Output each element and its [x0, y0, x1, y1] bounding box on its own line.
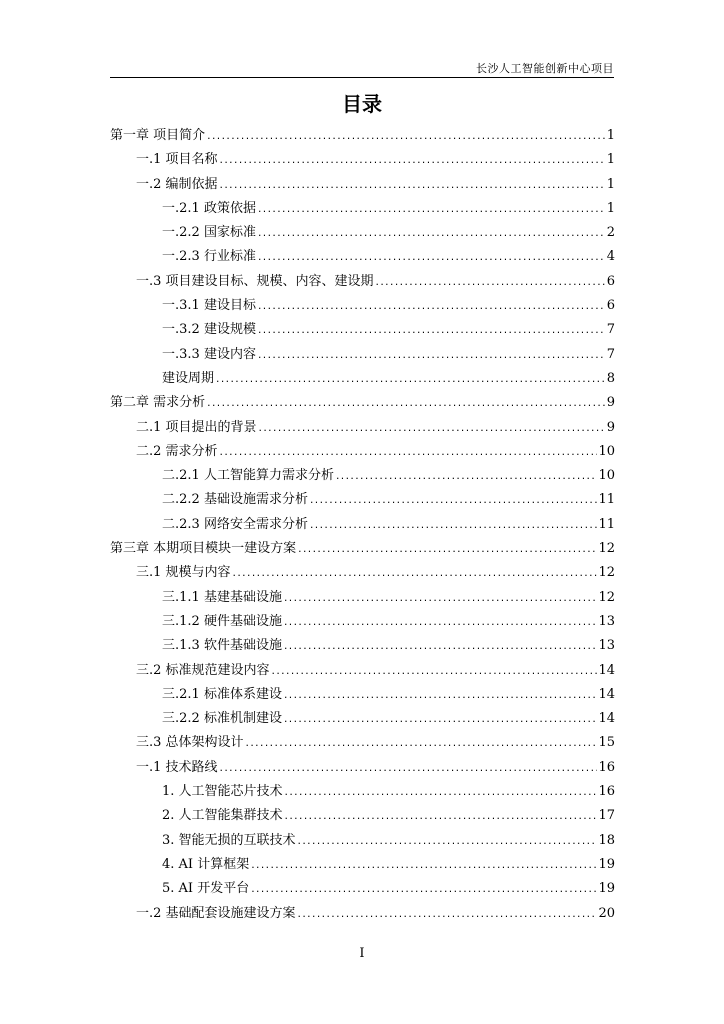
- toc-dot-leader: [206, 125, 606, 149]
- toc-entry[interactable]: [110, 634, 615, 658]
- header-rule: [110, 77, 614, 78]
- toc-dot-leader: [284, 805, 598, 829]
- toc-dot-leader: [375, 271, 606, 295]
- toc-entry-label: 5. AI 开发平台: [162, 881, 250, 897]
- toc-entry[interactable]: [110, 221, 615, 245]
- running-header: 长沙人工智能创新中心项目: [476, 62, 614, 75]
- toc-entry[interactable]: [110, 610, 615, 634]
- toc-entry[interactable]: [110, 464, 615, 488]
- toc-entry-label: 建设周期: [162, 370, 215, 386]
- toc-entry[interactable]: [110, 124, 615, 148]
- toc-entry-page: 1: [606, 176, 615, 192]
- toc-dot-leader: [250, 878, 597, 902]
- toc-entry[interactable]: [110, 756, 615, 780]
- toc-entry[interactable]: [110, 440, 615, 464]
- toc-entry[interactable]: [110, 804, 615, 828]
- toc-entry-page: 16: [598, 759, 615, 775]
- toc-entry-page: 18: [598, 832, 615, 848]
- toc-entry-page: 14: [598, 662, 615, 678]
- toc-dot-leader: [257, 295, 606, 319]
- toc-entry[interactable]: [110, 877, 615, 901]
- toc-entry-page: 1: [606, 152, 615, 168]
- toc-entry-label: 二.2 需求分析: [136, 443, 218, 459]
- toc-dot-leader: [219, 757, 598, 781]
- toc-dot-leader: [250, 854, 597, 878]
- toc-entry-label: 第三章 本期项目模块一建设方案: [110, 541, 297, 557]
- toc-entry[interactable]: [110, 902, 615, 926]
- toc-entry-label: 三.2.2 标准机制建设: [162, 711, 282, 727]
- toc-entry[interactable]: [110, 245, 615, 269]
- toc-dot-leader: [283, 684, 598, 708]
- toc-dot-leader: [309, 514, 598, 538]
- toc-entry-page: 19: [598, 856, 615, 872]
- toc-entry-page: 12: [598, 565, 615, 581]
- toc-entry-page: 12: [598, 541, 615, 557]
- toc-entry-label: 一.3.2 建设规模: [162, 322, 256, 338]
- toc-entry-page: 10: [598, 468, 615, 484]
- toc-dot-leader: [257, 198, 606, 222]
- toc-entry-label: 一.1 项目名称: [136, 152, 218, 168]
- toc-entry[interactable]: [110, 537, 615, 561]
- toc-dot-leader: [309, 489, 598, 513]
- toc-entry[interactable]: [110, 270, 615, 294]
- toc-entry[interactable]: [110, 416, 615, 440]
- toc-entry[interactable]: [110, 829, 615, 853]
- toc-dot-leader: [206, 392, 606, 416]
- toc-entry[interactable]: [110, 173, 615, 197]
- toc-dot-leader: [297, 538, 597, 562]
- toc-entry-page: 8: [606, 370, 615, 386]
- toc-dot-leader: [232, 562, 598, 586]
- toc-entry-label: 第二章 需求分析: [110, 395, 206, 411]
- toc-entry[interactable]: [110, 731, 615, 755]
- toc-entry-page: 4: [606, 249, 615, 265]
- toc-entry-page: 7: [606, 346, 615, 362]
- toc-entry-label: 一.2 编制依据: [136, 176, 218, 192]
- toc-entry-page: 11: [598, 492, 615, 508]
- toc-entry-label: 一.2.3 行业标准: [162, 249, 256, 265]
- toc-entry[interactable]: [110, 683, 615, 707]
- toc-entry-label: 一.2 基础配套设施建设方案: [136, 905, 296, 921]
- toc-dot-leader: [258, 417, 606, 441]
- toc-entry-page: 15: [598, 735, 615, 751]
- toc-entry-page: 13: [598, 613, 615, 629]
- toc-entry-label: 2. 人工智能集群技术: [162, 808, 283, 824]
- toc-entry-label: 二.1 项目提出的背景: [136, 419, 257, 435]
- toc-entry[interactable]: [110, 488, 615, 512]
- toc-entry-label: 二.2.3 网络安全需求分析: [162, 516, 308, 532]
- toc-entry-label: 3. 智能无损的互联技术: [162, 832, 296, 848]
- toc-title: 目录: [342, 92, 382, 116]
- toc-entry[interactable]: [110, 391, 615, 415]
- toc-entry-label: 一.2.2 国家标准: [162, 225, 256, 241]
- toc-entry-page: 6: [606, 298, 615, 314]
- toc-entry-label: 一.1 技术路线: [136, 759, 218, 775]
- toc-entry-page: 14: [598, 711, 615, 727]
- toc-entry[interactable]: [110, 853, 615, 877]
- toc-entry-label: 二.2.1 人工智能算力需求分析: [162, 468, 334, 484]
- toc-dot-leader: [283, 635, 598, 659]
- toc-dot-leader: [257, 319, 606, 343]
- toc-entry-page: 11: [598, 516, 615, 532]
- toc-entry-label: 1. 人工智能芯片技术: [162, 784, 283, 800]
- toc-dot-leader: [283, 611, 598, 635]
- toc-dot-leader: [257, 246, 606, 270]
- toc-entry-label: 一.2.1 政策依据: [162, 200, 256, 216]
- toc-entry[interactable]: [110, 318, 615, 342]
- toc-entry[interactable]: [110, 148, 615, 172]
- toc-entry[interactable]: [110, 513, 615, 537]
- toc-dot-leader: [283, 587, 598, 611]
- toc-dot-leader: [245, 732, 598, 756]
- toc-entry[interactable]: [110, 294, 615, 318]
- toc-entry-page: 1: [606, 200, 615, 216]
- toc-entry-label: 4. AI 计算框架: [162, 856, 250, 872]
- toc-entry-label: 一.3 项目建设目标、规模、内容、建设期: [136, 273, 374, 289]
- toc-entry-page: 16: [598, 784, 615, 800]
- toc-entry[interactable]: [110, 561, 615, 585]
- toc-entry-page: 12: [598, 589, 615, 605]
- toc-entry-page: 13: [598, 638, 615, 654]
- toc-entry[interactable]: [110, 197, 615, 221]
- toc-entry[interactable]: [110, 586, 615, 610]
- toc-entry-page: 6: [606, 273, 615, 289]
- toc-entry-page: 9: [606, 419, 615, 435]
- toc-dot-leader: [297, 830, 598, 854]
- toc-entry-label: 三.2.1 标准体系建设: [162, 686, 282, 702]
- toc-entry[interactable]: [110, 659, 615, 683]
- toc-dot-leader: [335, 465, 598, 489]
- toc-entry-label: 第一章 项目简介: [110, 128, 206, 143]
- toc-entry-label: 三.1.2 硬件基础设施: [162, 613, 282, 629]
- toc-entry-label: 三.1 规模与内容: [136, 565, 231, 581]
- page-number: I: [359, 946, 365, 961]
- toc-entry-page: 19: [598, 881, 615, 897]
- toc-dot-leader: [219, 441, 598, 465]
- toc-entry-label: 三.2 标准规范建设内容: [136, 662, 270, 678]
- toc-dot-leader: [257, 344, 606, 368]
- toc-entry[interactable]: [110, 780, 615, 804]
- toc-entry[interactable]: [110, 367, 615, 391]
- toc-entry-page: 20: [598, 905, 615, 921]
- toc-dot-leader: [215, 368, 606, 392]
- toc-entry-page: 7: [606, 322, 615, 338]
- toc-dot-leader: [283, 708, 598, 732]
- toc-entry[interactable]: [110, 707, 615, 731]
- toc-entry-label: 一.3.1 建设目标: [162, 298, 256, 314]
- toc-entry-page: 1: [606, 128, 615, 143]
- toc-entry-page: 9: [606, 395, 615, 411]
- toc-entry-page: 2: [606, 225, 615, 241]
- toc-entry-page: 14: [598, 686, 615, 702]
- toc-dot-leader: [219, 149, 606, 173]
- toc-entry-label: 三.1.1 基建基础设施: [162, 589, 282, 605]
- toc-entry[interactable]: [110, 343, 615, 367]
- toc-entry-label: 三.1.3 软件基础设施: [162, 638, 282, 654]
- toc-entry-page: 10: [598, 443, 615, 459]
- toc-dot-leader: [297, 903, 598, 927]
- toc-entry-label: 三.3 总体架构设计: [136, 735, 244, 751]
- toc-entry-page: 17: [598, 808, 615, 824]
- toc-dot-leader: [271, 660, 598, 684]
- toc-dot-leader: [257, 222, 606, 246]
- toc-dot-leader: [219, 174, 606, 198]
- toc-entry-label: 一.3.3 建设内容: [162, 346, 256, 362]
- toc-dot-leader: [284, 781, 598, 805]
- toc-entry-label: 二.2.2 基础设施需求分析: [162, 492, 308, 508]
- table-of-contents: [110, 124, 615, 926]
